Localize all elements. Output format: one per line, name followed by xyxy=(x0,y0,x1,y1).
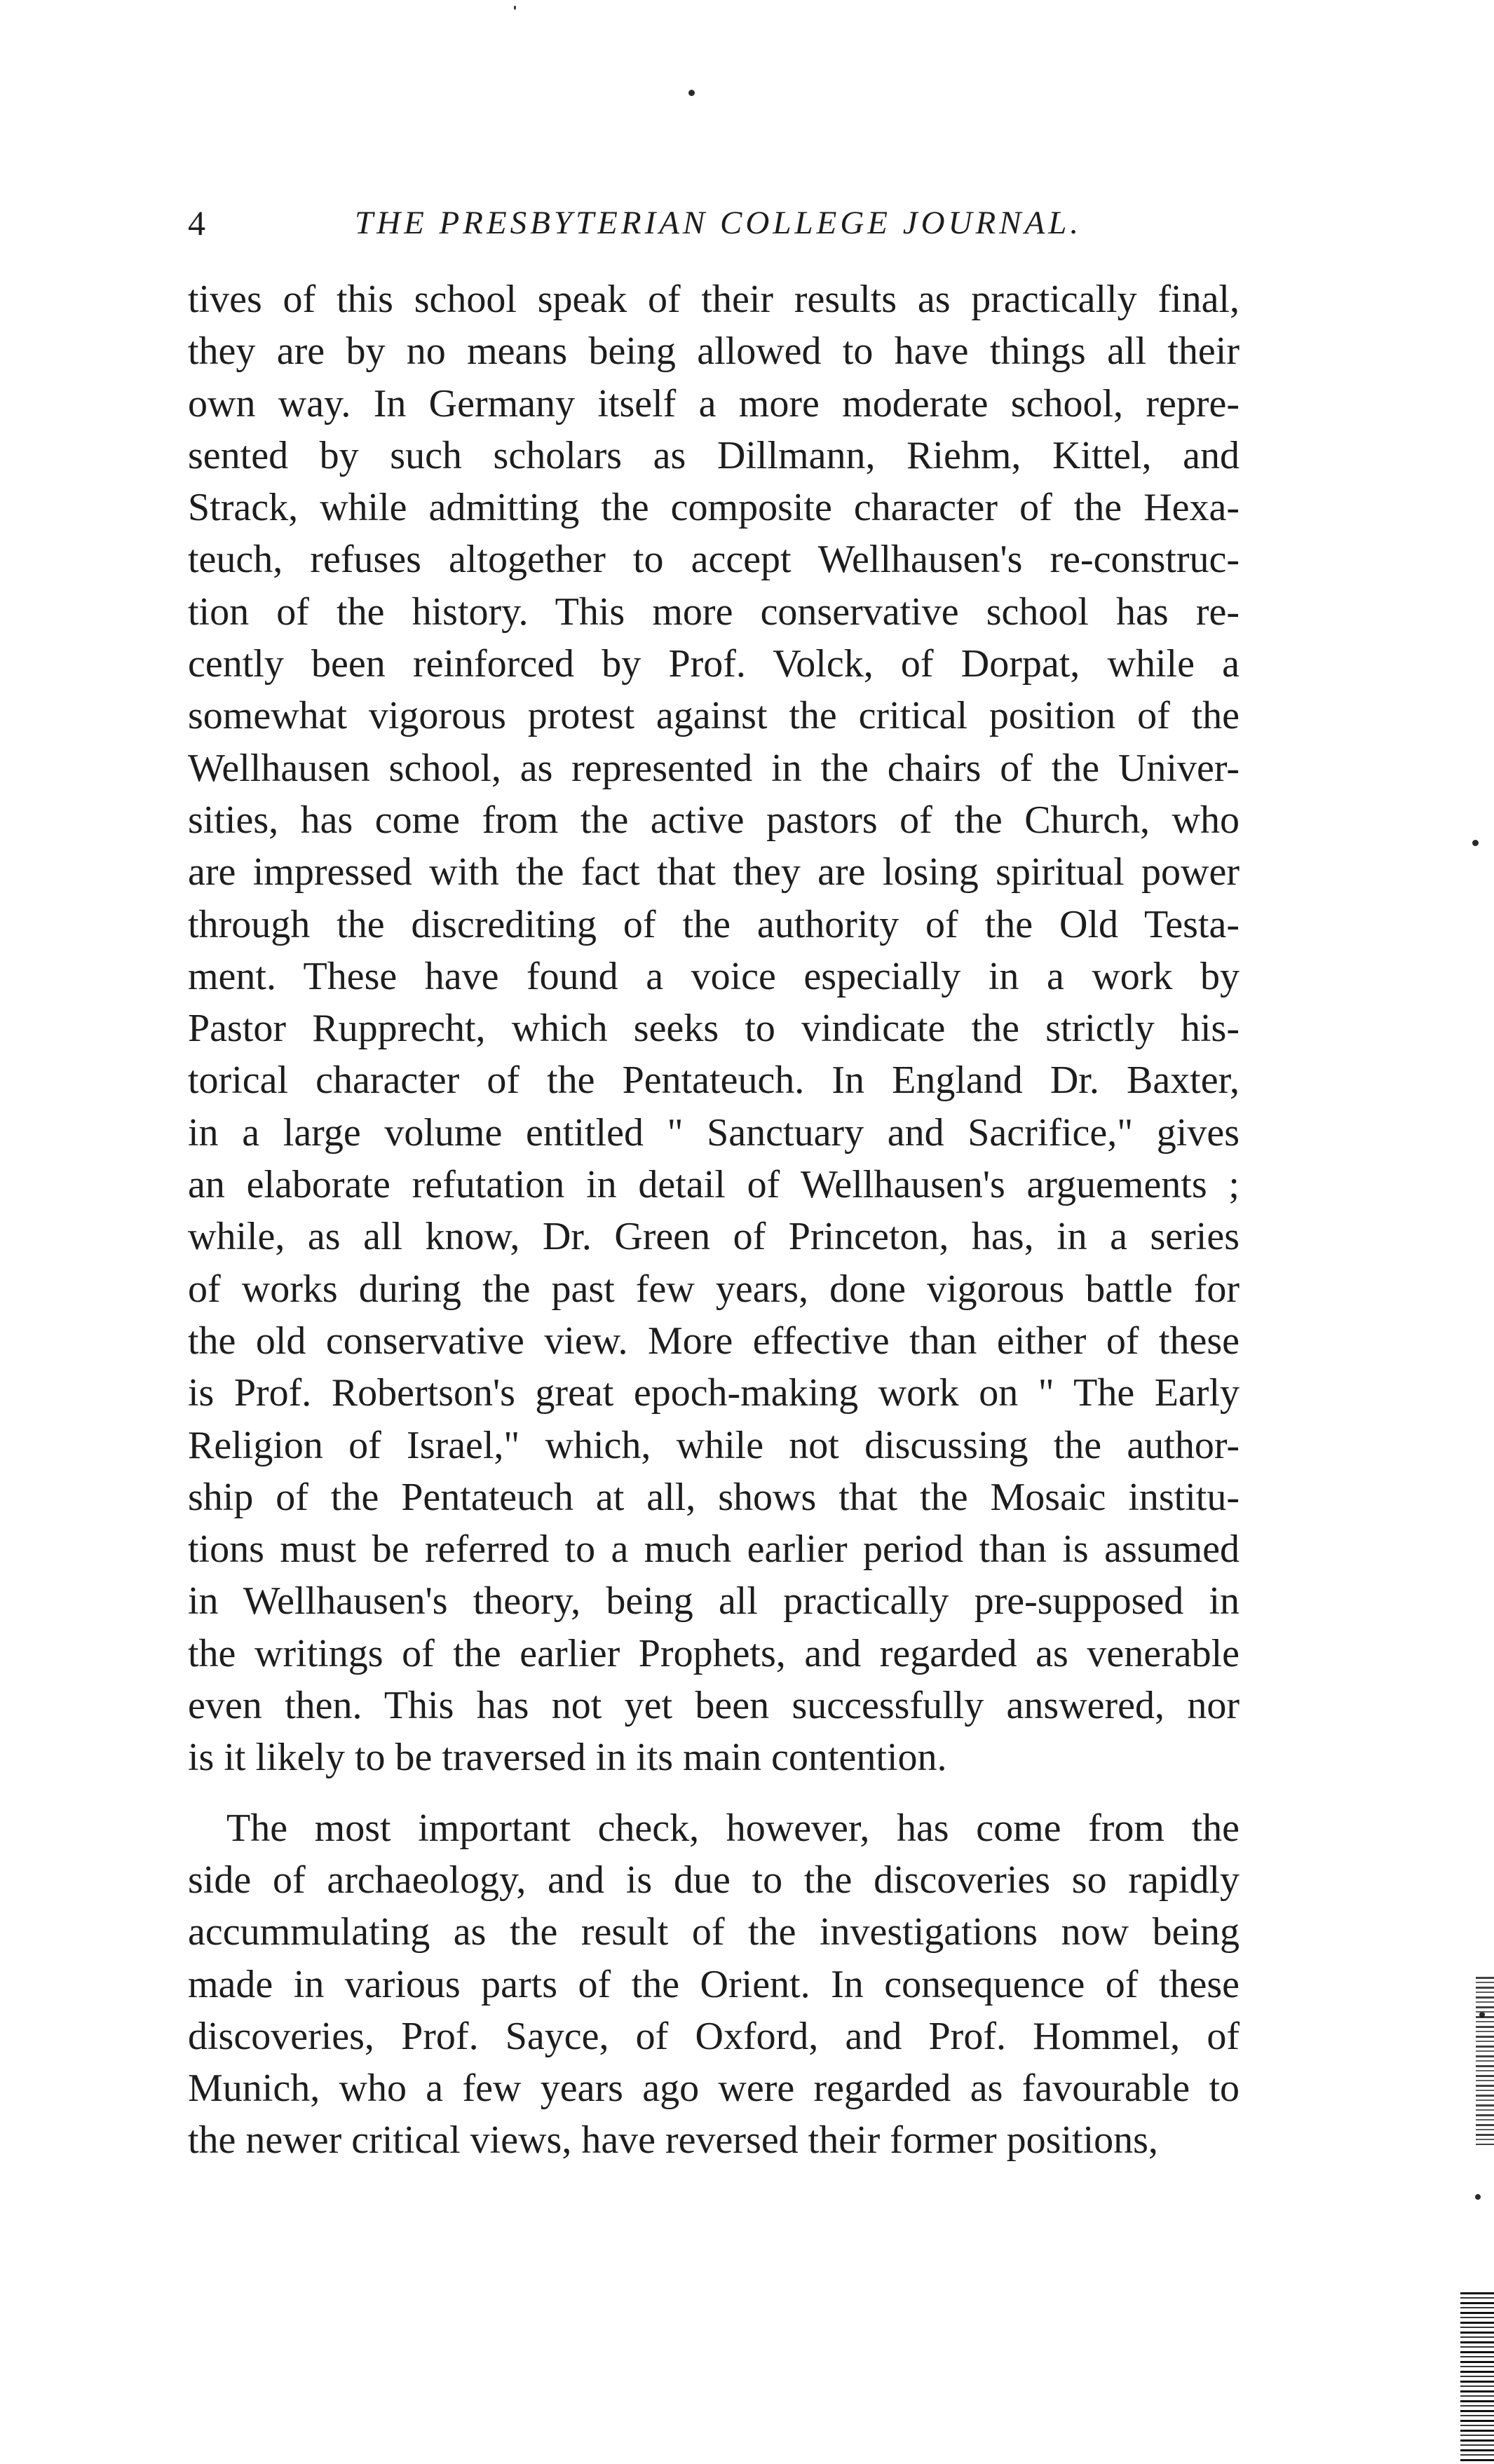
text-line: tions must be referred to a much earlier period than is assumed xyxy=(188,1527,1240,1572)
text-line: is it likely to be traversed in its main contention. xyxy=(188,1736,947,1780)
page-number: 4 xyxy=(188,203,205,243)
paragraph xyxy=(188,1802,1240,2167)
text-line: the newer critical views, have reversed their former positions, xyxy=(188,2118,1158,2163)
text-line: the old conservative view. More effective than either of these xyxy=(188,1319,1240,1363)
running-title: THE PRESBYTERIAN COLLEGE JOURNAL. xyxy=(355,205,1082,241)
text-line: teuch, refuses altogether to accept Wellhausen's re-construc- xyxy=(188,538,1240,582)
text-line: they are by no means being allowed to have things all their xyxy=(188,329,1240,374)
scan-speck xyxy=(514,6,516,10)
text-line: while, as all know, Dr. Green of Princeton, has, in a series xyxy=(188,1215,1240,1259)
text-line: tion of the history. This more conservative school has re- xyxy=(188,590,1240,634)
text-line: somewhat vigorous protest against the critical position of the xyxy=(188,694,1240,738)
scan-edge-noise xyxy=(1476,1977,1494,2145)
scan-speck xyxy=(1472,840,1479,846)
text-line: tives of this school speak of their results as practically final, xyxy=(188,278,1240,321)
text-line: ment. These have found a voice especially in a work by xyxy=(188,954,1240,998)
text-line: an elaborate refutation in detail of Wellhausen's arguements ; xyxy=(188,1163,1240,1207)
text-line: torical character of the Pentateuch. In England Dr. Baxter, xyxy=(188,1059,1240,1103)
text-line: are impressed with the fact that they are losing spiritual power xyxy=(188,850,1240,894)
text-line: accummulating as the result of the investigations now being xyxy=(188,1910,1240,1954)
text-line: sented by such scholars as Dillmann, Riehm, Kittel, and xyxy=(188,433,1240,477)
text-line: cently been reinforced by Prof. Volck, of Dorpat, while a xyxy=(188,642,1240,686)
text-line: in Wellhausen's theory, being all practically pre-supposed in xyxy=(188,1579,1240,1624)
body-text xyxy=(188,273,1240,2167)
scan-speck xyxy=(1475,2194,1481,2200)
paragraph-gap xyxy=(188,1784,1240,1802)
text-line: discoveries, Prof. Sayce, of Oxford, and Prof. Hommel, of xyxy=(188,2014,1240,2058)
page-header xyxy=(188,195,1240,251)
text-line: in a large volume entitled " Sanctuary and Sacrifice," gives xyxy=(188,1110,1240,1155)
text-line: Munich, who a few years ago were regarded as favourable to xyxy=(188,2067,1240,2111)
scan-edge-noise xyxy=(1460,2292,1494,2464)
text-line: the writings of the earlier Prophets, and regarded as venerable xyxy=(188,1631,1240,1675)
text-line: made in various parts of the Orient. In consequence of these xyxy=(188,1962,1240,2006)
text-line: The most important check, however, has come from the xyxy=(226,1806,1240,1850)
text-line: Pastor Rupprecht, which seeks to vindicate the strictly his- xyxy=(188,1007,1240,1051)
text-line: through the discrediting of the authority of the Old Testa- xyxy=(188,902,1240,946)
text-line: Strack, while admitting the composite character of the Hexa- xyxy=(188,486,1240,530)
text-line: is Prof. Robertson's great epoch-making work on " The Early xyxy=(188,1371,1240,1415)
text-line: side of archaeology, and is due to the discoveries so rapidly xyxy=(188,1858,1240,1902)
scan-speck xyxy=(688,90,695,96)
text-line: Religion of Israel," which, while not discussing the author- xyxy=(188,1423,1240,1467)
text-line: even then. This has not yet been successfully answered, nor xyxy=(188,1684,1240,1728)
text-line: sities, has come from the active pastors of the Church, who xyxy=(188,798,1240,842)
text-line: own way. In Germany itself a more moderate school, repre- xyxy=(188,381,1240,426)
text-line: ship of the Pentateuch at all, shows that the Mosaic institu- xyxy=(188,1475,1240,1519)
text-line: of works during the past few years, done vigorous battle for xyxy=(188,1267,1240,1311)
text-line: Wellhausen school, as represented in the chairs of the Univer- xyxy=(188,746,1240,790)
paragraph xyxy=(188,273,1240,1784)
